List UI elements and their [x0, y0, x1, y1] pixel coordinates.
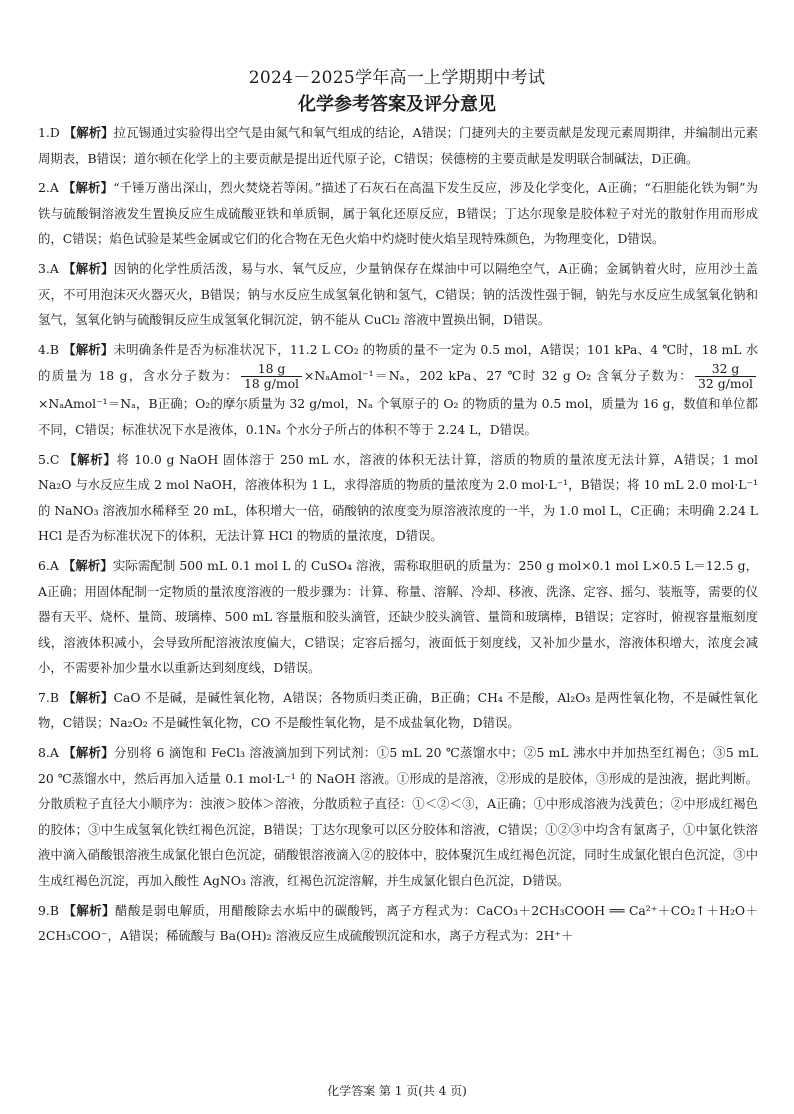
analysis-tag: 【解析】 [63, 745, 115, 761]
answer-number: 1.D [38, 125, 60, 140]
answer-item-9 [38, 898, 758, 949]
answer-text: 拉瓦锡通过实验得出空气是由氮气和氧气组成的结论，A错误；门捷列夫的主要贡献是发现元素周期律，并编制出元素周期表，B错误；道尔顿在化学上的主要贡献是提出近代原子论，C错误；侯德榜的主要贡献是发明联合制碱法，D正确。 [38, 125, 758, 166]
answer-number: 4.B [38, 341, 59, 357]
page-footer: 化学答案 第 1 页(共 4 页) [327, 1084, 467, 1098]
fraction-numerator: 32 g [695, 362, 756, 377]
analysis-tag: 【解析】 [63, 260, 114, 276]
answer-text: CaO 不是碱，是碱性氧化物，A错误；各物质归类正确，B正确；CH₄ 不是酸，Al₂O₃ 是两性氧化物，不是碱性氧化物，C错误；Na₂O₂ 不是碱性氧化物，CO 不是酸性氧化物，是不成盐氧化物，D错误。 [38, 689, 758, 731]
answer-text-part-b: ×NₐAmol⁻¹＝Nₐ，202 kPa、27 ℃时 32 g O₂ 含氧分子数为： [304, 368, 694, 384]
answer-content [38, 120, 758, 953]
answer-number: 2.A [38, 180, 59, 196]
answer-item-7 [38, 685, 758, 736]
answer-text-part-a: 未明确条件是否为标准状况下，11.2 L CO₂ 的物质的量不一定为 0.5 mol，A错误；101 kPa、4 ℃时，18 mL 水的质量为 18 g，含水分子数为： [38, 341, 758, 384]
page-title: 2024－2025学年高一上学期期中考试 [248, 68, 546, 88]
answer-text: 分别将 6 滴饱和 FeCl₃ 溶液滴加到下列试剂：①5 mL 20 ℃蒸馏水中；②5 mL 沸水中并加热至红褐色；③5 mL 20 ℃蒸馏水中，然后再加入适量 0.1 mol·L⁻¹ 的 NaOH 溶液。①形成的是溶液，②形成的是胶体，③形成的是浊液，据此判断。分散质粒子直径大小顺序为：浊液＞胶体＞溶液，分散质粒子直径：①＜②＜③，A正确；①中形成溶液为浅黄色；②中形成红褐色的胶体；③中生成氢氧化铁红褐色沉淀，B错误；丁达尔现象可以区分胶体和溶液，C错误；①②③中均含有氯离子，①中氯化铁溶液中滴入硝酸银溶液生成氯化银白色沉淀，硝酸银溶液滴入②的胶体中，胶体聚沉生成红褐色沉淀，同时生成氯化银白色沉淀，③中生成红褐色沉淀，再加入酸性 AgNO₃ 溶液，红褐色沉淀溶解，并生成氯化银白色沉淀，D错误。 [38, 745, 758, 889]
analysis-tag: 【解析】 [63, 341, 114, 357]
answer-number: 6.A [38, 557, 59, 573]
answer-number: 8.A [38, 745, 59, 761]
answer-item-8 [38, 740, 758, 894]
answer-item-5 [38, 447, 758, 549]
answer-number: 9.B [38, 902, 59, 918]
analysis-tag: 【解析】 [63, 902, 116, 918]
analysis-tag: 【解析】 [63, 451, 117, 467]
answer-number: 5.C [38, 451, 60, 467]
fraction-denominator: 32 g/mol [698, 376, 753, 392]
answer-item-1 [38, 120, 758, 171]
answer-text: 将 10.0 g NaOH 固体溶于 250 mL 水，溶液的体积无法计算，溶质的物质的量浓度无法计算，A错误；1 mol Na₂O 与水反应生成 2 mol NaOH，溶液体积为 1 L，求得溶质的物质的量浓度为 2.0 mol·L⁻¹，B错误；将 10 mL 2.0 mol·L⁻¹ 的 NaNO₃ 溶液加水稀释至 20 mL，体积增大一倍，硝酸钠的浓度变为原溶液浓度的一半，为 1.0 mol L，C正确；未明确 2.24 L HCl 是否为标准状况下的体积，无法计算 HCl 的物质的量浓度，D错误。 [38, 451, 758, 544]
analysis-tag: 【解析】 [62, 557, 113, 573]
answer-item-3 [38, 256, 758, 333]
page-subtitle: 化学参考答案及评分意见 [298, 94, 496, 115]
fraction-oxygen [695, 362, 756, 391]
answer-text: “千锤万凿出深山，烈火焚烧若等闲。”描述了石灰石在高温下发生反应，涉及化学变化，A正确；“石胆能化铁为铜”为铁与硫酸铜溶液发生置换反应生成硫酸亚铁和单质铜，属于氧化还原反应，B错误；丁达尔现象是胶体粒子对光的散射作用而形成的，C错误；焰色试验是某些金属或它们的化合物在无色火焰中灼烧时使火焰呈现特殊颜色，为物理变化，D错误。 [38, 180, 758, 247]
answer-number: 7.B [38, 689, 59, 705]
answer-number: 3.A [38, 260, 59, 276]
analysis-tag: 【解析】 [63, 125, 114, 140]
answer-text: 醋酸是弱电解质，用醋酸除去水垢中的碳酸钙，离子方程式为：CaCO₃＋2CH₃COOH ══ Ca²⁺＋CO₂↑＋H₂O＋2CH₃COO⁻，A错误；稀硫酸与 Ba(OH)₂ 溶液反应生成硫酸钡沉淀和水，离子方程式为：2H⁺＋ [38, 902, 758, 944]
answer-text-part-c: ×NₐAmol⁻¹＝Nₐ，B正确；O₂的摩尔质量为 32 g/mol，Nₐ 个氧原子的 O₂ 的物质的量为 0.5 mol，质量为 16 g，数值和单位都不同，C错误；标准状况下水是液体，0.1Nₐ 个水分子所占的体积不等于 2.24 L，D错误。 [38, 396, 758, 437]
answer-text: 实际需配制 500 mL 0.1 mol L 的 CuSO₄ 溶液，需称取胆矾的质量为：250 g mol×0.1 mol L×0.5 L＝12.5 g，A正确；用固体配制一定物质的量浓度溶液的一般步骤为：计算、称量、溶解、冷却、移液、洗涤、定容、摇匀、装瓶等，需要的仪器有天平、烧杯、量筒、玻璃棒、500 mL 容量瓶和胶头滴管，还缺少胶头滴管、量筒和玻璃棒，B错误；定容时，俯视容量瓶刻度线，溶液体积减小，会导致所配溶液浓度偏大，C错误；定容后摇匀，液面低于刻度线，又补加少量水，溶液体积增大，浓度会减小，不需要补加少量水以重新达到刻度线，D错误。 [38, 557, 758, 676]
answer-item-4 [38, 337, 758, 443]
answer-item-6 [38, 553, 758, 681]
fraction-denominator: 18 g/mol [244, 376, 299, 392]
fraction-numerator: 18 g [241, 362, 302, 377]
answer-text: 因钠的化学性质活泼，易与水、氧气反应，少量钠保存在煤油中可以隔绝空气，A正确；金属钠着火时，应用沙土盖灭，不可用泡沫灭火器灭火，B错误；钠与水反应生成氢氧化钠和氢气，C错误；钠的活泼性强于铜，钠先与水反应生成氢氧化钠和氢气，氢氧化钠与硫酸铜反应生成氢氧化铜沉淀，钠不能从 CuCl₂ 溶液中置换出铜，D错误。 [38, 260, 759, 328]
analysis-tag: 【解析】 [62, 180, 114, 196]
analysis-tag: 【解析】 [63, 689, 114, 705]
answer-item-2 [38, 175, 758, 252]
fraction-water [241, 362, 302, 391]
